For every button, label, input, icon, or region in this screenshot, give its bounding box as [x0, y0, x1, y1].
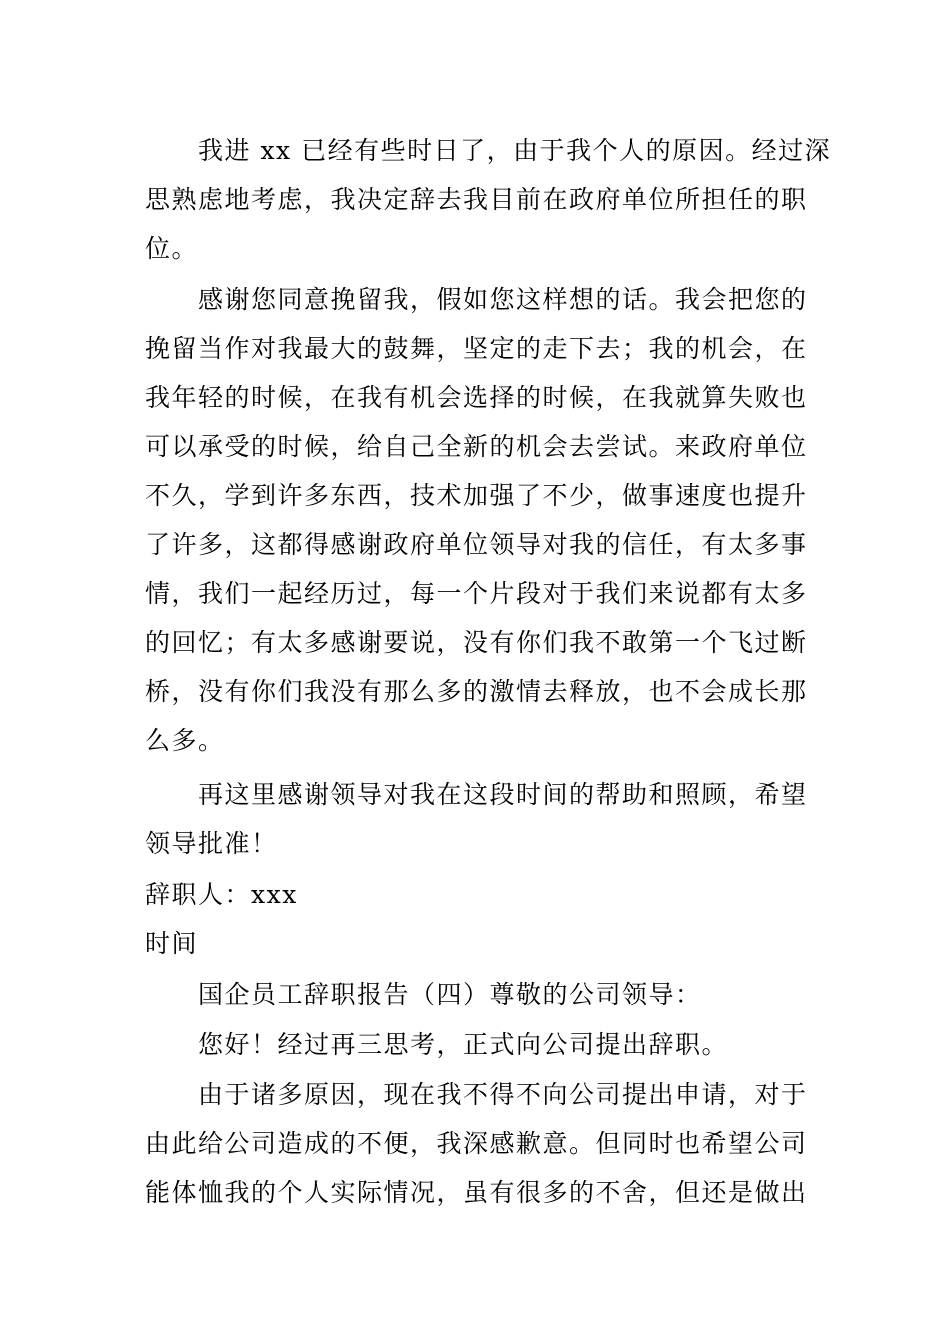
paragraph-2-line-6: 了许多，这都得感谢政府单位领导对我的信任，有太多事 [145, 530, 808, 559]
paragraph-1-line-1: 我进 xx 已经有些时日了，由于我个人的原因。经过深 [198, 136, 832, 165]
paragraph-2-line-2: 挽留当作对我最大的鼓舞，坚定的走下去；我的机会，在 [145, 334, 808, 363]
paragraph-2-line-7: 情，我们一起经历过，每一个片段对于我们来说都有太多 [145, 579, 808, 608]
paragraph-2-line-8: 的回忆；有太多感谢要说，没有你们我不敢第一个飞过断 [145, 628, 808, 657]
paragraph-8-line-3: 能体恤我的个人实际情况，虽有很多的不舍，但还是做出 [145, 1178, 808, 1207]
paragraph-2-line-10: 么多。 [145, 726, 225, 755]
paragraph-2-line-5: 不久，学到许多东西，技术加强了不少，做事速度也提升 [145, 481, 808, 510]
paragraph-2-line-4: 可以承受的时候，给自己全新的机会去尝试。来政府单位 [145, 432, 808, 461]
report-heading-line: 国企员工辞职报告（四）尊敬的公司领导： [198, 980, 702, 1009]
paragraph-2-line-3: 我年轻的时候，在我有机会选择的时候，在我就算失败也 [145, 383, 808, 412]
paragraph-1-line-2: 思熟虑地考虑，我决定辞去我目前在政府单位所担任的职 [145, 185, 808, 214]
paragraph-2-line-1: 感谢您同意挽留我，假如您这样想的话。我会把您的 [198, 285, 808, 314]
paragraph-3-line-2: 领导批准！ [145, 829, 278, 858]
paragraph-2-line-9: 桥，没有你们我没有那么多的激情去释放，也不会成长那 [145, 677, 808, 706]
greeting-line: 您好！经过再三思考，正式向公司提出辞职。 [198, 1030, 729, 1059]
date-line: 时间 [145, 929, 199, 958]
resigner-line: 辞职人：xxx [145, 880, 298, 909]
paragraph-1-line-3: 位。 [145, 234, 199, 263]
paragraph-8-line-2: 由此给公司造成的不便，我深感歉意。但同时也希望公司 [145, 1129, 808, 1158]
paragraph-3-line-1: 再这里感谢领导对我在这段时间的帮助和照顾，希望 [198, 780, 808, 809]
paragraph-8-line-1: 由于诸多原因，现在我不得不向公司提出申请，对于 [198, 1080, 808, 1109]
